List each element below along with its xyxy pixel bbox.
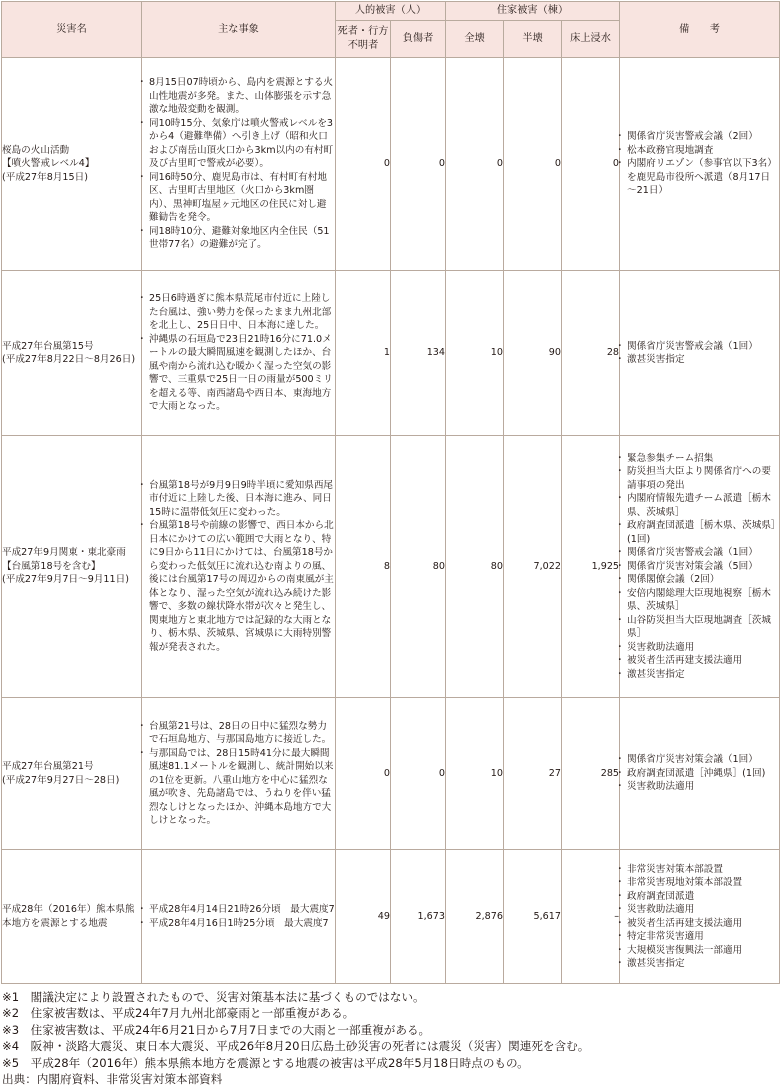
note-item: ・ 激甚災害指定 — [620, 957, 779, 971]
event-item: ・ 同10時15分、気象庁は噴火警戒レベルを3から4（避難準備）へ引き上げ（昭和火口および南岳山頂火口から3km以内の有村町及び古里町で警戒が必要）。 — [142, 117, 335, 171]
notes-cell — [620, 58, 780, 271]
dead-count-cell: 0 — [336, 698, 391, 850]
note-item: ・ 政府調査団派遣［沖縄県］(1回) — [620, 767, 779, 781]
flood-count-cell: 285 — [562, 698, 620, 850]
events-list — [142, 903, 335, 930]
note-item: ・ 関係省庁災害対策会議（5回） — [620, 560, 779, 574]
table-header — [2, 2, 780, 58]
note-item: ・ 内閣府リエゾン（参事官以下3名）を鹿児島市役所へ派遣（8月17日～21日） — [620, 157, 779, 198]
note-item: ・ 安倍内閣総理大臣現地視察［栃木県、茨城県］ — [620, 587, 779, 614]
notes-list — [620, 863, 779, 971]
notes-list — [620, 753, 779, 794]
footnote-line: ※5 平成28年（2016年）熊本県熊本地方を震源とする地震の被害は平成28年5月18日時点のもの。 — [2, 1055, 529, 1070]
event-item: ・ 平成28年4月16日1時25分頃 最大震度7 — [142, 917, 335, 931]
note-item: ・ 政府調査団派遣［栃木県、茨城県］(1回) — [620, 519, 779, 546]
disaster-name-line: 平成27年9月関東・東北豪雨 — [2, 547, 126, 559]
note-item: ・ 緊急参集チーム招集 — [620, 452, 779, 466]
note-item: ・ 被災者生活再建支援法適用 — [620, 654, 779, 668]
note-item: ・ 関係閣僚会議（2回） — [620, 573, 779, 587]
half-count-cell: 0 — [504, 58, 562, 271]
note-item: ・ 災害救助法適用 — [620, 641, 779, 655]
event-item: ・ 8月15日07時頃から、島内を震源とする火山性地震が多発。また、山体膨張を示す急激な地殻変動を観測。 — [142, 76, 335, 117]
dead-count-cell: 1 — [336, 271, 391, 436]
disaster-name-line: (平成27年9月7日～9月11日) — [2, 574, 129, 586]
note-item: ・ 内閣府情報先遣チーム派遣［栃木県、茨城県］ — [620, 492, 779, 519]
table-row — [2, 271, 780, 436]
events-list — [142, 76, 335, 252]
note-item: ・ 大規模災害復興法一部適用 — [620, 944, 779, 958]
footnotes — [2, 989, 778, 1087]
note-item: ・ 激甚災害指定 — [620, 668, 779, 682]
full-count-cell: 2,876 — [446, 850, 504, 984]
main-events-cell — [142, 698, 336, 850]
note-item: ・ 非常災害現地対策本部設置 — [620, 876, 779, 890]
events-list — [142, 292, 335, 414]
main-events-cell — [142, 436, 336, 698]
full-count-cell: 0 — [446, 58, 504, 271]
footnote-line: ※3 住家被害数は、平成24年6月21日から7月7日までの大雨と一部重複がある。 — [2, 1022, 431, 1037]
full-count-cell: 10 — [446, 271, 504, 436]
disaster-name-cell — [2, 271, 142, 436]
notes-list — [620, 130, 779, 198]
half-count-cell: 90 — [504, 271, 562, 436]
note-item: ・ 山谷防災担当大臣現地調査［茨城県］ — [620, 614, 779, 641]
event-item: ・ 台風第21号は、28日の日中に猛烈な勢力で石垣島地方、与那国島地方に接近した。 — [142, 720, 335, 747]
disaster-name-cell — [2, 698, 142, 850]
notes-cell — [620, 271, 780, 436]
flood-count-cell: – — [562, 850, 620, 984]
header-fully-destroyed: 全壊 — [446, 21, 504, 58]
flood-count-cell: 28 — [562, 271, 620, 436]
dead-count-cell: 49 — [336, 850, 391, 984]
notes-cell — [620, 698, 780, 850]
event-item: ・ 同16時50分、鹿児島市は、有村町有村地区、古里町古里地区（火口から3km圏内）、黒神町塩屋ヶ元地区の住民に対し避難勧告を発令。 — [142, 171, 335, 225]
note-item: ・ 関係省庁災害対策会議（1回） — [620, 753, 779, 767]
table-body — [2, 58, 780, 984]
header-dead-missing: 死者・行方不明者 — [336, 21, 391, 58]
event-item: ・ 同18時10分、避難対象地区内全住民（51世帯77名）の避難が完了。 — [142, 225, 335, 252]
note-item: ・ 関係省庁災害警戒会議（2回） — [620, 130, 779, 144]
note-item: ・ 災害救助法適用 — [620, 780, 779, 794]
event-item: ・ 与那国島では、28日15時41分に最大瞬間風速81.1メートルを観測し、統計開始以来の1位を更新。八重山地方を中心に猛烈な風が吹き、先島諸島では、うねりを伴い猛烈なしけとなったほか、沖縄本島地方で大しけとなった。 — [142, 747, 335, 828]
main-events-cell — [142, 850, 336, 984]
full-count-cell: 10 — [446, 698, 504, 850]
notes-list — [620, 452, 779, 682]
dead-count-cell: 0 — [336, 58, 391, 271]
header-notes: 備 考 — [620, 2, 780, 58]
footnote-line: ※4 阪神・淡路大震災、東日本大震災、平成26年8月20日広島土砂災害の死者には震災（災害）関連死を含む。 — [2, 1039, 590, 1054]
events-list — [142, 720, 335, 828]
disaster-table — [1, 1, 780, 984]
header-disaster-name: 災害名 — [2, 2, 142, 58]
table-row — [2, 850, 780, 984]
note-item: ・ 関係省庁災害警戒会議（1回） — [620, 340, 779, 354]
disaster-name-line: 平成27年台風第15号 — [2, 340, 94, 352]
note-item: ・ 防災担当大臣より関係省庁への要請事項の発出 — [620, 465, 779, 492]
event-item: ・ 25日6時過ぎに熊本県荒尾市付近に上陸した台風は、強い勢力を保ったまま九州北部を北上し、25日日中、日本海に達した。 — [142, 292, 335, 333]
disaster-name-line: (平成27年8月15日) — [2, 171, 88, 183]
notes-cell — [620, 850, 780, 984]
note-item: ・ 松本政務官現地調査 — [620, 144, 779, 158]
source-line: 出典：内閣府資料、非常災害対策本部資料 — [2, 1072, 223, 1087]
header-half-destroyed: 半壊 — [504, 21, 562, 58]
disaster-name-cell — [2, 436, 142, 698]
note-item: ・ 特定非常災害適用 — [620, 930, 779, 944]
flood-count-cell: 0 — [562, 58, 620, 271]
footnote-line: ※2 住家被害数は、平成24年7月九州北部豪雨と一部重複がある。 — [2, 1006, 355, 1021]
event-item: ・ 台風第18号が9月9日9時半頃に愛知県西尾市付近に上陸した後、日本海に進み、同日15時に温帯低気圧に変わった。 — [142, 479, 335, 520]
note-item: ・ 激甚災害指定 — [620, 353, 779, 367]
disaster-name-line: (平成27年9月27日～28日) — [2, 774, 120, 786]
notes-list — [620, 340, 779, 367]
events-list — [142, 479, 335, 655]
header-injured: 負傷者 — [391, 21, 446, 58]
note-item: ・ 被災者生活再建支援法適用 — [620, 917, 779, 931]
table-row — [2, 58, 780, 271]
table-row — [2, 698, 780, 850]
event-item: ・ 平成28年4月14日21時26分頃 最大震度7 — [142, 903, 335, 917]
header-flooded-above-floor: 床上浸水 — [562, 21, 620, 58]
header-human-damage: 人的被害（人） — [336, 2, 446, 21]
note-item: ・ 関係省庁災害警戒会議（1回） — [620, 546, 779, 560]
injured-count-cell: 80 — [391, 436, 446, 698]
disaster-name-cell — [2, 58, 142, 271]
disaster-name-line: 平成27年台風第21号 — [2, 761, 94, 772]
event-item: ・ 沖縄県の石垣島で23日21時16分に71.0メートルの最大瞬間風速を観測したほか、台風や南から流れ込む暖かく湿った空気の影響で、三重県で25日一日の雨量が500ミリを超える等、南西諸島や西日本、東海地方で大雨となった。 — [142, 333, 335, 414]
event-item: ・ 台風第18号や前線の影響で、西日本から北日本にかけての広い範囲で大雨となり、特に9日から11日にかけては、台風第18号から変わった低気圧に流れ込む南よりの風、後には台風第17号の周辺からの南東風が主体となり、湿った空気が流れ込み続けた影響で、多数の線状降水帯が次々と発生し、関東地方と東北地方では記録的な大雨となり、栃木県、茨城県、宮城県に大雨特別警報が発表された。 — [142, 519, 335, 654]
notes-cell — [620, 436, 780, 698]
flood-count-cell: 1,925 — [562, 436, 620, 698]
disaster-name-line: (平成27年8月22日～8月26日) — [2, 354, 136, 365]
half-count-cell: 5,617 — [504, 850, 562, 984]
note-item: ・ 非常災害対策本部設置 — [620, 863, 779, 877]
dead-count-cell: 8 — [336, 436, 391, 698]
header-housing-damage: 住家被害（棟） — [446, 2, 620, 21]
footnote-line: ※1 閣議決定により設置されたもので、災害対策基本法に基づくものではない。 — [2, 990, 425, 1004]
injured-count-cell: 0 — [391, 698, 446, 850]
full-count-cell: 80 — [446, 436, 504, 698]
injured-count-cell: 1,673 — [391, 850, 446, 984]
note-item: ・ 政府調査団派遣 — [620, 890, 779, 904]
disaster-name-cell — [2, 850, 142, 984]
half-count-cell: 7,022 — [504, 436, 562, 698]
note-item: ・ 災害救助法適用 — [620, 903, 779, 917]
disaster-name-line: 【噴火警戒レベル4】 — [2, 158, 95, 170]
injured-count-cell: 134 — [391, 271, 446, 436]
main-events-cell — [142, 271, 336, 436]
half-count-cell: 27 — [504, 698, 562, 850]
header-main-events: 主な事象 — [142, 2, 336, 58]
main-events-cell — [142, 58, 336, 271]
table-row — [2, 436, 780, 698]
disaster-name-line: 【台風第18号を含む】 — [2, 560, 101, 572]
disaster-name-line: 桜島の火山活動 — [2, 144, 70, 156]
injured-count-cell: 0 — [391, 58, 446, 271]
disaster-name-line: 平成28年（2016年）熊本県熊本地方を震源とする地震 — [2, 904, 135, 929]
